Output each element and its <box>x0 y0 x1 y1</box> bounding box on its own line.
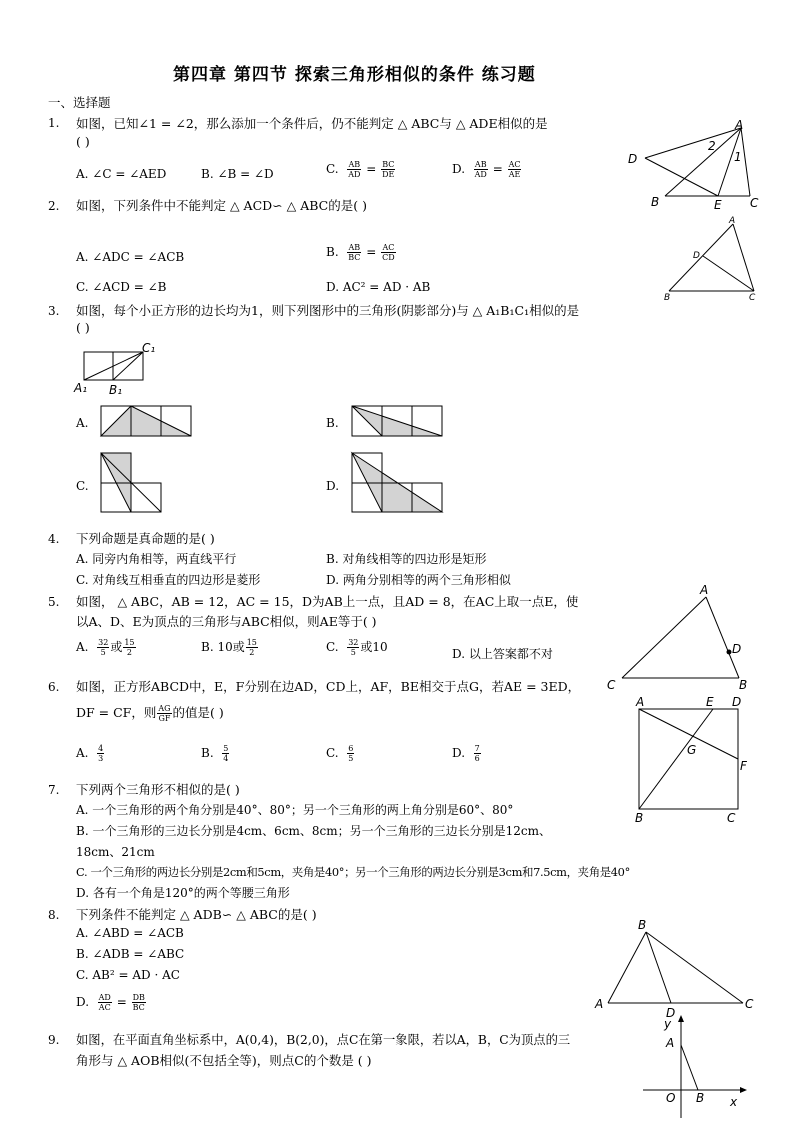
option-b: B. 10或 $\frac{15}{2}$ <box>201 638 257 657</box>
question-text: 如图， △ ABC，AB = 12，AC = 15，D为AB上一点，且AD = 8，在AC上取一点E，使 <box>76 594 579 609</box>
label-c: C <box>727 811 736 825</box>
option-d: D. $\frac{AD}{AC}$ = $\frac{DB}{BC}$ <box>76 993 145 1012</box>
label-b: B <box>664 293 671 303</box>
label-c: C <box>607 678 616 692</box>
label-f: F <box>740 759 747 773</box>
label-a: A <box>735 118 744 132</box>
label-o: O <box>666 1091 676 1105</box>
label-d: D <box>732 695 742 709</box>
label-b: B <box>638 918 647 932</box>
option-b: B. $\frac{5}{4}$ <box>201 744 229 763</box>
option-d: D. $\frac{AB}{AD}$ = $\frac{AC}{AE}$ <box>452 160 521 179</box>
option-c: C. 对角线互相垂直的四边形是菱形 <box>76 573 261 587</box>
question-number: 3. <box>48 304 60 318</box>
label-c: C <box>745 997 754 1011</box>
label-a: A <box>595 997 604 1011</box>
option-a: A. ∠C = ∠AED <box>76 167 167 181</box>
question-number: 1. <box>48 116 60 130</box>
label-c: C <box>749 293 756 303</box>
label-e: E <box>706 695 714 709</box>
option-a: A. $\frac{4}{3}$ <box>76 744 104 763</box>
label-a: A <box>700 583 709 597</box>
question-number: 9. <box>48 1033 60 1047</box>
label-b: B <box>739 678 748 692</box>
option-a: A. ∠ABD = ∠ACB <box>76 926 184 940</box>
label-g: G <box>687 743 697 757</box>
question-text: 如图，每个小正方形的边长均为1，则下列图形中的三角形(阴影部分)与 △ A₁B₁C₁相似的是 <box>76 303 580 318</box>
option-b: B. ∠ADB = ∠ABC <box>76 947 185 961</box>
option-d: D. 各有一个角是120°的两个等腰三角形 <box>76 886 290 900</box>
question-text-cont: DF = CF，则 $\frac{AG}{GF}$ 的值是( ) <box>76 704 224 723</box>
option-c: C. $\frac{32}{5}$ 或10 <box>326 638 388 657</box>
question-text-cont: 以A、D、E为顶点的三角形与ABC相似，则AE等于( ) <box>76 614 377 629</box>
question-text: 如图，已知∠1 = ∠2，那么添加一个条件后，仍不能判定 △ ABC与 △ ADE相似的是 <box>76 116 548 131</box>
label-d: D <box>693 251 700 261</box>
option-a: A. ∠ADC = ∠ACB <box>76 250 185 264</box>
option-a: A. 一个三角形的两个角分别是40°、80°；另一个三角形的两上角分别是60°、80° <box>76 803 514 817</box>
option-a: A. 同旁内角相等，两直线平行 <box>76 552 237 566</box>
option-d: D. 两角分别相等的两个三角形相似 <box>326 573 511 587</box>
question-number: 7. <box>48 783 60 797</box>
label-d: D <box>666 1006 676 1020</box>
label-d: D <box>628 152 638 166</box>
label-a: A <box>666 1036 675 1050</box>
answer-blank: ( ) <box>76 320 90 335</box>
answer-blank: ( ) <box>76 134 90 149</box>
section-heading: 一、选择题 <box>48 95 111 110</box>
option-a: A. $\frac{32}{5}$ 或 $\frac{15}{2}$ <box>76 638 135 657</box>
option-c: C. 一个三角形的两边长分别是2cm和5cm，夹角是40°；另一个三角形的两边长分别是3cm和7.5cm，夹角是40° <box>76 865 630 879</box>
option-b: B. <box>326 416 339 430</box>
option-b: B. $\frac{AB}{BC}$ = $\frac{AC}{CD}$ <box>326 243 395 262</box>
option-d: D. 以上答案都不对 <box>452 647 553 661</box>
option-c: C. ∠ACD = ∠B <box>76 280 167 294</box>
label-x: x <box>730 1095 738 1109</box>
option-b: B. 一个三角形的三边长分别是4cm、6cm、8cm；另一个三角形的三边长分别是12cm、 <box>76 824 552 838</box>
question-text: 如图，正方形ABCD中，E，F分别在边AD，CD上，AF，BE相交于点G，若AE = 3ED， <box>76 679 581 694</box>
question-text: 下列条件不能判定 △ ADB∽ △ ABC的是( ) <box>76 907 317 922</box>
question-number: 5. <box>48 595 60 609</box>
option-c: C. $\frac{AB}{AD}$ = $\frac{BC}{DE}$ <box>326 160 395 179</box>
option-c: C. $\frac{6}{5}$ <box>326 744 354 763</box>
option-b: B. 对角线相等的四边形是矩形 <box>326 552 487 566</box>
option-d: D. AC² = AD · AB <box>326 280 431 294</box>
question-number: 8. <box>48 908 60 922</box>
label-angle-2: 2 <box>708 139 716 153</box>
label-c1: C₁ <box>142 341 156 355</box>
label-y: y <box>664 1017 672 1031</box>
page-title: 第四章 第四节 探索三角形相似的条件 练习题 <box>173 65 536 85</box>
label-angle-1: 1 <box>734 150 742 164</box>
question-text: 如图，在平面直角坐标系中，A(0,4)，B(2,0)，点C在第一象限，若以A，B，C为顶点的三 <box>76 1033 571 1047</box>
question-text-cont: 角形与 △ AOB相似(不包括全等)，则点C的个数是 ( ) <box>76 1053 372 1068</box>
question-number: 4. <box>48 532 60 546</box>
option-b-cont: 18cm、21cm <box>76 845 155 859</box>
label-b: B <box>696 1091 705 1105</box>
label-c: C <box>750 196 759 210</box>
option-c: C. AB² = AD · AC <box>76 968 180 982</box>
label-a: A <box>636 695 645 709</box>
question-number: 6. <box>48 680 60 694</box>
option-a: A. <box>76 416 89 430</box>
question-number: 2. <box>48 199 60 213</box>
label-d: D <box>732 642 742 656</box>
label-b: B <box>635 811 644 825</box>
question-text: 下列两个三角形不相似的是( ) <box>76 782 240 797</box>
option-c: C. <box>76 479 89 493</box>
question-text: 下列命题是真命题的是( ) <box>76 531 215 546</box>
label-b: B <box>651 195 660 209</box>
label-b1: B₁ <box>109 383 123 397</box>
option-b: B. ∠B = ∠D <box>201 167 274 181</box>
option-d: D. $\frac{7}{6}$ <box>452 744 480 763</box>
label-a: A <box>729 216 736 226</box>
question-text: 如图，下列条件中不能判定 △ ACD∽ △ ABC的是( ) <box>76 198 367 213</box>
label-e: E <box>714 198 722 212</box>
option-d: D. <box>326 479 340 493</box>
label-a1: A₁ <box>74 381 88 395</box>
